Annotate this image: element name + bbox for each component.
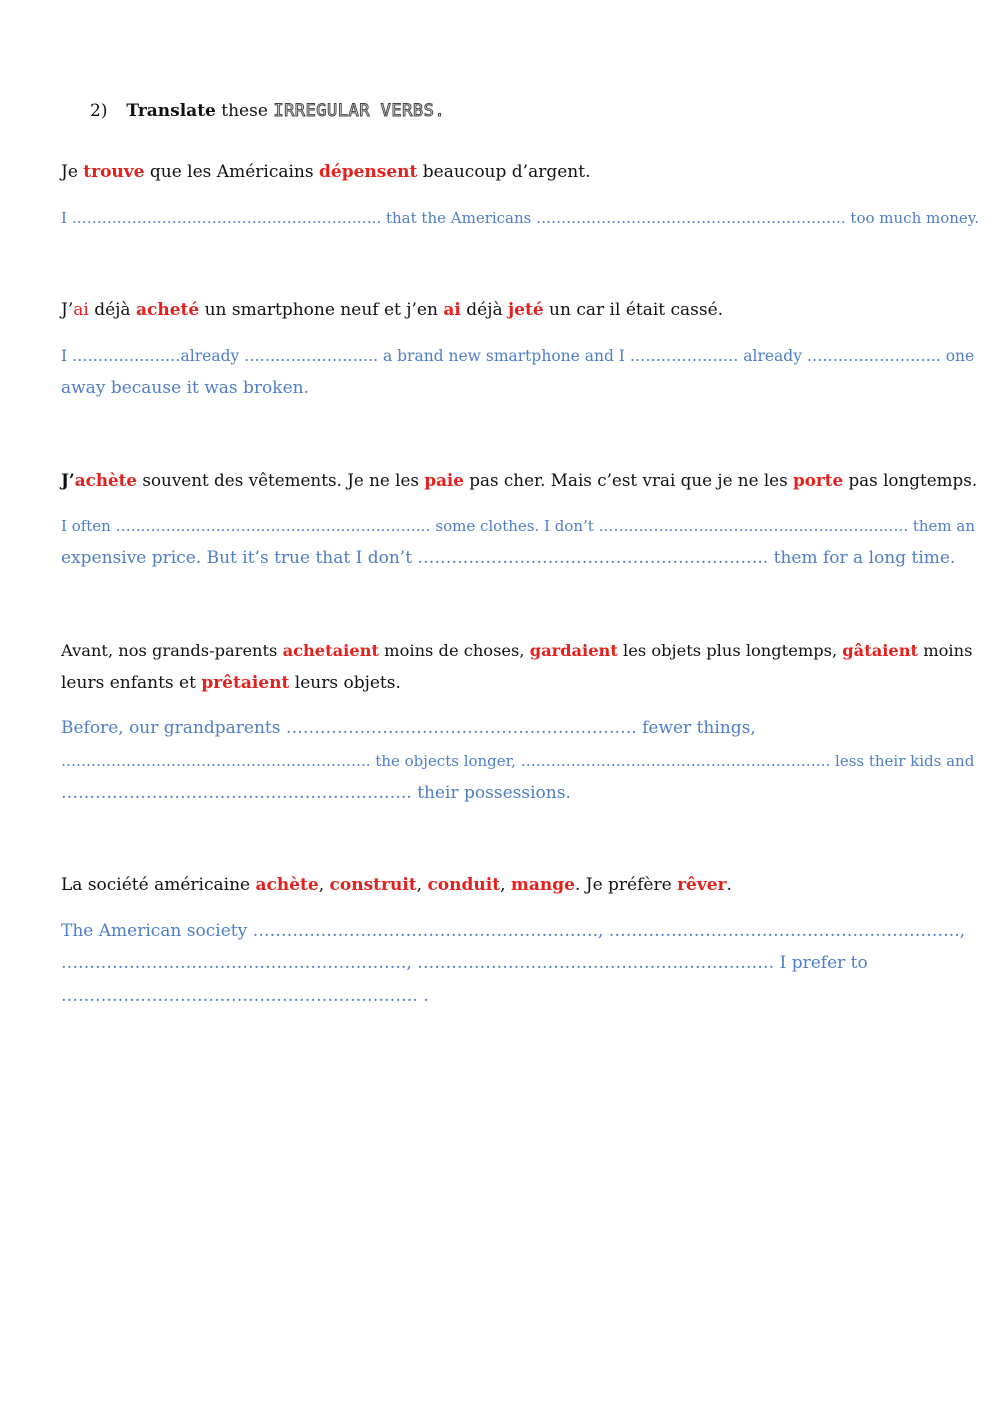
text-fragment: déjà — [88, 300, 136, 320]
highlighted-verb: mange — [510, 875, 575, 895]
highlighted-verb: acheté — [135, 300, 200, 320]
text-fragment: . — [726, 875, 732, 895]
heading-plain-word: these — [221, 101, 268, 121]
text-fragment: J’ — [61, 470, 75, 490]
text-fragment: J’ — [61, 300, 74, 320]
highlighted-verb: prêtaient — [201, 673, 290, 693]
text-fragment: que les Américains — [144, 162, 319, 182]
heading-decorative-title: IRREGULAR VERBS. — [273, 101, 446, 121]
highlighted-verb: paie — [424, 470, 464, 490]
highlighted-verb: ai — [73, 300, 89, 320]
highlighted-verb: ai — [443, 300, 461, 320]
text-fragment: . Je préfère — [574, 875, 678, 895]
highlighted-verb: achète — [255, 875, 319, 895]
exercise-5-english-line-2: ……………………………………………………., ……………………………………………………… I prefer to — [61, 953, 868, 973]
exercise-4-english-line-2: …………………………………………………….. the objects longer, …………………………………………………….. less their kids and — [61, 752, 975, 770]
exercise-4-english-line-1: Before, our grandparents …………………………………………………….. fewer things, — [61, 718, 756, 738]
text-fragment: Je — [61, 162, 84, 182]
text-fragment: moins — [918, 641, 973, 660]
exercise-4-french-line-1 — [61, 634, 972, 667]
text-fragment: leurs objets. — [289, 673, 401, 693]
text-fragment: un smartphone neuf et j’en — [199, 300, 444, 320]
highlighted-verb: jeté — [508, 300, 544, 320]
exercise-5-english-line-3: ……………………………………………………… . — [61, 986, 429, 1006]
exercise-5-english-line-1: The American society ……………………………………………………., …………………………………………………….., — [61, 921, 966, 941]
exercise-5-french — [61, 869, 732, 902]
highlighted-verb: rêver — [677, 875, 727, 895]
exercise-2-english-line-1: I …………………already …………………….. a brand new smartphone and I ………………… already …………………….. one — [61, 347, 975, 365]
text-fragment: Avant, nos grands-parents — [61, 641, 283, 660]
text-fragment: un car il était cassé. — [543, 300, 724, 320]
text-fragment: pas cher. Mais c’est vrai que je ne les — [463, 470, 794, 490]
highlighted-verb: construit — [329, 875, 417, 895]
exercise-3-english-line-2: expensive price. But it’s true that I don’t …………………………………………………….. them for a long time. — [61, 548, 956, 568]
text-fragment: moins de choses, — [379, 641, 530, 660]
text-fragment: La société américaine — [61, 875, 256, 895]
highlighted-verb: achetaient — [282, 641, 380, 660]
exercise-number: 2) — [90, 101, 108, 121]
text-fragment: , — [318, 875, 330, 895]
highlighted-verb: dépensent — [319, 162, 418, 182]
exercise-1-french — [61, 156, 590, 189]
highlighted-verb: conduit — [427, 875, 501, 895]
highlighted-verb: trouve — [83, 162, 145, 182]
exercise-2-english-line-2: away because it was broken. — [61, 378, 310, 398]
exercise-3-french — [61, 464, 977, 497]
exercise-3-english-line-1: I often ……………………………………………………… some clothes. I don’t …………………………………………………….. them an — [61, 517, 976, 535]
text-fragment: pas longtemps. — [843, 470, 978, 490]
highlighted-verb: gâtaient — [842, 641, 919, 660]
text-fragment: , — [416, 875, 428, 895]
text-fragment: leurs enfants et — [61, 673, 202, 693]
exercise-4-english-line-3: …………………………………………………….. their possessions. — [61, 783, 571, 803]
heading-bold-word: Translate — [126, 101, 216, 121]
exercise-1-english-line-1: I …………………………………………………….. that the Americans …………………………………………………….. too much money. — [61, 209, 980, 227]
text-fragment: les objets plus longtemps, — [617, 641, 843, 660]
highlighted-verb: porte — [793, 470, 844, 490]
text-fragment: beaucoup d’argent. — [417, 162, 591, 182]
text-fragment: , — [500, 875, 511, 895]
highlighted-verb: achète — [74, 470, 138, 490]
highlighted-verb: gardaient — [529, 641, 618, 660]
text-fragment: souvent des vêtements. Je ne les — [137, 470, 425, 490]
exercise-2-french — [61, 294, 723, 327]
text-fragment: déjà — [460, 300, 509, 320]
exercise-heading — [90, 96, 445, 126]
exercise-4-french-line-2 — [61, 667, 401, 700]
